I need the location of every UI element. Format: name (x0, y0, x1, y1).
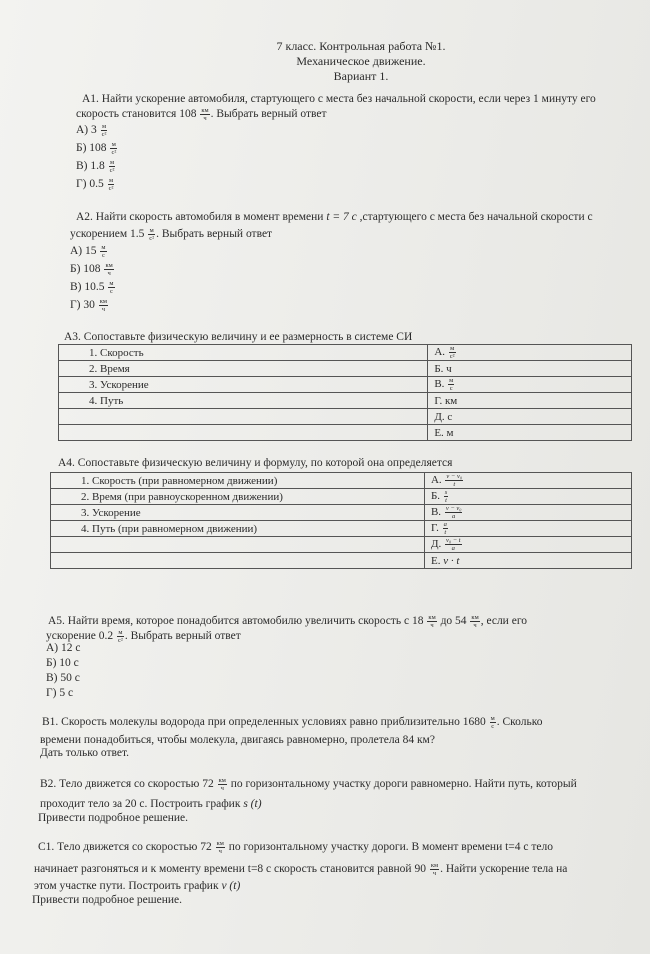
c1-line3: этом участке пути. Построить график v (t) (34, 880, 241, 892)
a1-line2: скорость становится 108 $\frac{км}{ч}$ . Выбрать верный ответ (76, 107, 327, 122)
a1-option[interactable]: А) 3 $\frac{м}{\text{с²}}$ (76, 123, 107, 138)
c1-line4: Привести подробное решение. (32, 894, 183, 906)
a4-matching-table (50, 472, 632, 569)
a4-title: А4. Сопоставьте физическую величину и формулу, по которой она определяется (58, 457, 453, 469)
b1-line2: времени понадобиться, чтобы молекула, двигаясь равномерно, пролетела 84 км? (40, 734, 435, 746)
a5-option[interactable]: А) 12 с (46, 642, 81, 654)
a2-option[interactable]: А) 15 $\frac{м}{с}$ (70, 244, 106, 259)
c1-line2: начинает разгоняться и к моменту времени t=8 с скорость становится равной 90 $\frac{км}{ч}$ . Найти ускорение тела на (34, 862, 568, 877)
table-row: 4. Путь (при равномерном движении) Г. $\frac{a}{t}$ (51, 521, 632, 537)
table-row: 1. Скорость (при равномерном движении) А. $\frac{\text{v − v₀}}{t}$ (51, 473, 632, 489)
a1-option[interactable]: В) 1.8 $\frac{м}{\text{с²}}$ (76, 159, 115, 174)
a3-title: А3. Сопоставьте физическую величину и ее размерность в системе СИ (64, 331, 413, 343)
a5-options (46, 641, 81, 701)
a2-line1: А2. Найти скорость автомобиля в момент времени t = 7 c ,стартующего с места без начальной скорости с (76, 211, 593, 223)
a2-options (70, 244, 116, 316)
a2-option[interactable]: Б) 108 $\frac{км}{ч}$ (70, 262, 113, 277)
a1-unit-fraction: $\frac{км}{ч}$ (201, 107, 209, 122)
table-row: Д. с (59, 409, 632, 425)
table-row: 3. Ускорение В. $\frac{\text{v − v₀}}{a}$ (51, 505, 632, 521)
a5-option[interactable]: Б) 10 с (46, 657, 79, 669)
a1-option[interactable]: Б) 108 $\frac{м}{\text{с²}}$ (76, 141, 117, 156)
b2-line2: проходит тело за 20 с. Построить график s (t) (40, 798, 262, 810)
table-row: 2. Время Б. ч (59, 361, 632, 377)
a5-line2: ускорение 0.2 $\frac{м}{\text{с²}}$ . Выбрать верный ответ (46, 629, 241, 644)
table-row: 2. Время (при равноускоренном движении) Б. $\frac{s}{t}$ (51, 489, 632, 505)
table-row: 1. Скорость А. $\frac{м}{\text{с²}}$ (59, 345, 632, 361)
b1-line3: Дать только ответ. (40, 747, 130, 759)
doc-variant: Вариант 1. (333, 69, 389, 83)
table-row: Е. м (59, 425, 632, 441)
table-row: 3. Ускорение В. $\frac{м}{с}$ (59, 377, 632, 393)
a3-matching-table (58, 344, 632, 441)
doc-title: 7 класс. Контрольная работа №1. (276, 39, 446, 53)
a1-option[interactable]: Г) 0.5 $\frac{м}{\text{с²}}$ (76, 177, 114, 192)
table-row: Е. v · t (51, 553, 632, 569)
a5-option[interactable]: Г) 5 с (46, 687, 74, 699)
c1-line1: С1. Тело движется со скоростью 72 $\frac{км}{ч}$ по горизонтальному участку дороги. В момент времени t=4 с тело (38, 840, 554, 855)
a5-line1: А5. Найти время, которое понадобится автомобилю увеличить скорость с 18 $\frac{км}{ч}$ до 54 $\frac{км}{ч}$ , если его (48, 614, 528, 629)
table-row: Д. $\frac{\text{v₀ − t}}{a}$ (51, 537, 632, 553)
a2-option[interactable]: Г) 30 $\frac{км}{ч}$ (70, 298, 108, 313)
a2-line2: ускорением 1.5 $\frac{м}{\text{с²}}$ . Выбрать верный ответ (70, 227, 273, 242)
b2-line3: Привести подробное решение. (38, 812, 189, 824)
a5-option[interactable]: В) 50 с (46, 672, 80, 684)
a2-option[interactable]: В) 10.5 $\frac{м}{с}$ (70, 280, 114, 295)
b2-line1: В2. Тело движется со скоростью 72 $\frac{км}{ч}$ по горизонтальному участку дороги равномерно. Найти путь, который (40, 777, 577, 792)
b1-line1: В1. Скорость молекулы водорода при определенных условиях равно приблизительно 1680 $\frac{м}{с}$ . Сколько (42, 715, 543, 730)
table-row: 4. Путь Г. км (59, 393, 632, 409)
a1-line1: А1. Найти ускорение автомобиля, стартующего с места без начальной скорости, если через 1 минуту его (82, 93, 596, 105)
doc-subtitle: Механическое движение. (296, 54, 426, 68)
a1-options (76, 123, 118, 195)
